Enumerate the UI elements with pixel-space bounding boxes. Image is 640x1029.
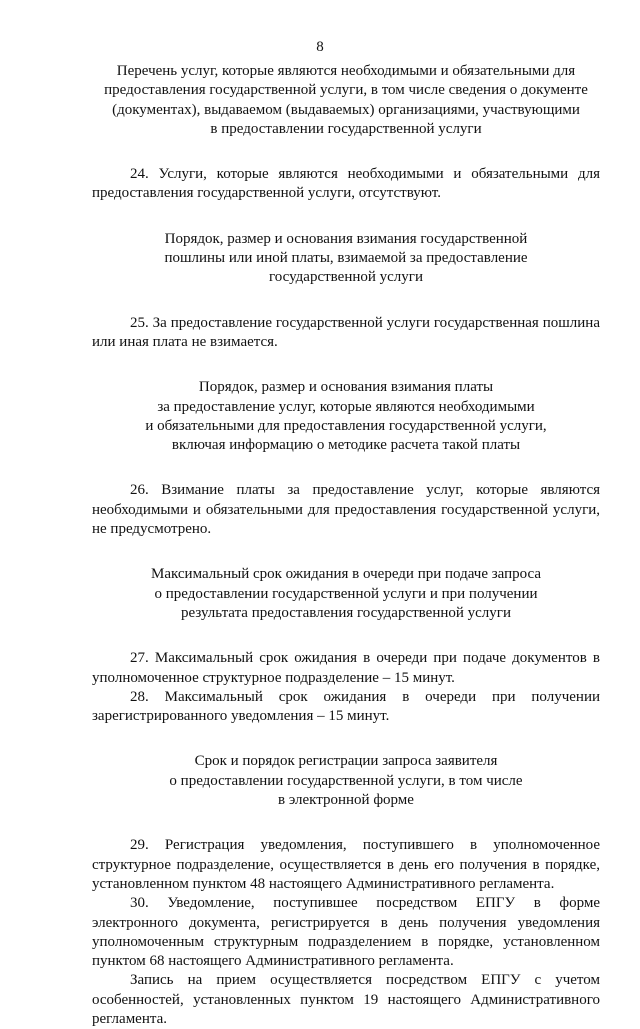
paragraph-30: 30. Уведомление, поступившее посредством ЕПГУ в форме электронного документа, регистрируется в день получения уведомления уполномоченным структурным подразделением в порядке, установленном пунктом 68 настоящего Административного регламента. [92,895,600,970]
paragraph-appointment: Запись на прием осуществляется посредством ЕПГУ с учетом особенностей, установленных пунктом 19 настоящего Административного регламента. [92,972,600,1027]
section-heading-state-fee [92,230,600,288]
heading-line: Максимальный срок ожидания в очереди при подаче запроса [150,566,542,583]
heading-line: за предоставление услуг, которые являются необходимыми [157,398,535,415]
section-heading-registration [92,752,600,810]
heading-line: о предоставлении государственной услуги, в том числе [169,772,523,789]
heading-line: (документах), выдаваемом (выдаваемых) организациями, участвующими [112,101,580,118]
heading-line: результата предоставления государственной услуги [181,604,511,621]
heading-line: Срок и порядок регистрации запроса заявителя [194,753,498,770]
section-heading-services-list [92,62,600,139]
paragraph-28: 28. Максимальный срок ожидания в очереди при получении зарегистрированного уведомления – 15 минут. [92,688,600,725]
heading-line: о предоставлении государственной услуги и при получении [154,585,538,602]
heading-line: пошлины или иной платы, взимаемой за предоставление [164,250,528,267]
heading-line: государственной услуги [269,269,423,286]
heading-line: в электронной форме [278,792,414,809]
paragraph-27: 27. Максимальный срок ожидания в очереди при подаче документов в уполномоченное структурное подразделение – 15 минут. [92,650,600,686]
heading-line: Порядок, размер и основания взимания государственной [164,230,528,247]
heading-line: Перечень услуг, которые являются необходимыми и обязательными для [116,63,576,79]
heading-line: в предоставлении государственной услуги [210,120,482,137]
page-number: 8 [316,39,324,55]
paragraph-29: 29. Регистрация уведомления, поступившего в уполномоченное структурное подразделение, осуществляется в день его получения в порядке, установленном пунктом 48 настоящего Административного регламента. [92,837,600,892]
section-heading-queue-time [92,565,600,623]
heading-line: предоставления государственной услуги, в том числе сведения о документе [104,82,588,99]
heading-line: включая информацию о методике расчета такой платы [171,437,521,454]
heading-line: Порядок, размер и основания взимания платы [198,379,494,396]
paragraph-24: 24. Услуги, которые являются необходимыми и обязательными для предоставления государственной услуги, отсутствуют. [92,166,600,202]
paragraph-25: 25. За предоставление государственной услуги государственная пошлина или иная плата не взимается. [92,314,600,350]
document-body [92,62,600,1029]
heading-line: и обязательными для предоставления государственной услуги, [145,417,547,434]
section-heading-fee-calculation [92,378,600,455]
paragraph-26: 26. Взимание платы за предоставление услуг, которые являются необходимыми и обязательными для предоставления государственной услуги, не предусмотрено. [92,482,600,538]
